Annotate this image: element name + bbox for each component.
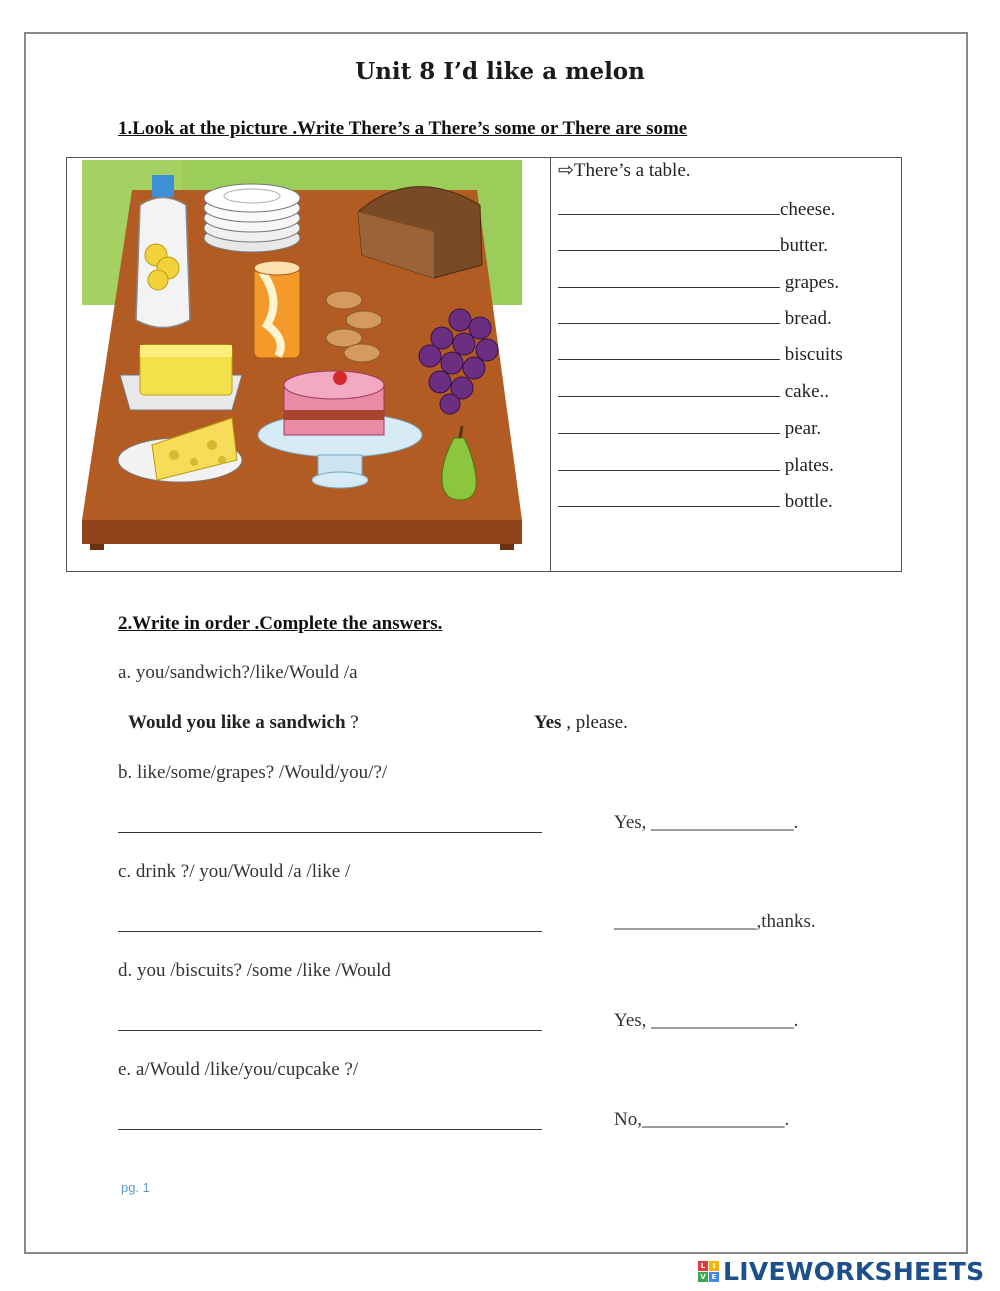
answer-line-b[interactable] <box>118 831 542 833</box>
reply-d[interactable]: Yes, _______________. <box>614 1010 799 1031</box>
arrow-right-icon: ⇨ <box>558 160 574 181</box>
logo-letter: I <box>709 1261 719 1271</box>
answer-blank-plates[interactable] <box>558 452 780 471</box>
answer-line-d[interactable] <box>118 1029 542 1031</box>
model-answer-a <box>128 712 359 734</box>
logo-text: LIVEWORKSHEETS <box>723 1256 985 1286</box>
answer-blank-bread[interactable] <box>558 305 780 324</box>
reply-b[interactable]: Yes, _______________. <box>614 812 799 833</box>
section-2-heading: 2.Write in order .Complete the answers. <box>118 613 443 634</box>
logo-mark-icon <box>698 1261 719 1282</box>
answer-row-butter <box>558 232 828 257</box>
answer-blank-pear[interactable] <box>558 415 780 434</box>
model-reply-a <box>534 712 628 734</box>
answer-blank-grapes[interactable] <box>558 269 780 288</box>
answer-word: cake.. <box>780 381 830 402</box>
plates-icon <box>204 184 300 252</box>
prompt-e: e. a/Would /like/you/cupcake ?/ <box>118 1059 359 1080</box>
answer-row-grapes <box>558 269 839 294</box>
exercise-1-divider <box>550 157 551 572</box>
food-table-picture <box>82 160 522 550</box>
liveworksheets-logo <box>698 1256 984 1286</box>
worksheet-title: Unit 8 I’d like a melon <box>355 58 645 85</box>
answer-blank-bottle[interactable] <box>558 488 780 507</box>
prompt-d: d. you /biscuits? /some /like /Would <box>118 960 391 981</box>
model-reply-rest: , please. <box>561 712 628 733</box>
answer-word: bottle. <box>780 491 833 512</box>
logo-letter: E <box>709 1272 719 1282</box>
answer-word: plates. <box>780 455 834 476</box>
model-question: Would you like a sandwich <box>128 712 346 733</box>
reply-e[interactable]: No,_______________. <box>614 1109 790 1130</box>
answer-blank-cake[interactable] <box>558 378 780 397</box>
answer-row-bottle <box>558 488 833 513</box>
model-reply-yes: Yes <box>534 712 562 733</box>
answer-row-plates <box>558 452 834 477</box>
logo-letter: V <box>698 1272 708 1282</box>
section-1-heading: 1.Look at the picture .Write There’s a There’s some or There are some <box>118 118 688 139</box>
example-text: There’s a table. <box>573 160 691 181</box>
answer-word: pear. <box>780 418 822 439</box>
answer-row-cheese <box>558 196 835 221</box>
prompt-a: a. you/sandwich?/like/Would /a <box>118 662 358 683</box>
prompt-c: c. drink ?/ you/Would /a /like / <box>118 861 351 882</box>
answer-blank-biscuits[interactable] <box>558 341 780 360</box>
model-question-mark: ? <box>345 712 359 733</box>
answer-row-cake <box>558 378 829 403</box>
answer-word: grapes. <box>780 272 840 293</box>
reply-c[interactable]: _______________,thanks. <box>614 911 816 932</box>
cup-icon <box>254 261 300 358</box>
page-number: pg. 1 <box>121 1180 150 1195</box>
answer-line-e[interactable] <box>118 1128 542 1130</box>
answer-blank-cheese[interactable] <box>558 196 780 215</box>
example-sentence <box>558 159 691 182</box>
logo-letter: L <box>698 1261 708 1271</box>
answer-word: bread. <box>780 308 832 329</box>
prompt-b: b. like/some/grapes? /Would/you/?/ <box>118 762 388 783</box>
answer-blank-butter[interactable] <box>558 232 780 251</box>
answer-line-c[interactable] <box>118 930 542 932</box>
answer-row-bread <box>558 305 832 330</box>
answer-word: butter. <box>780 235 829 256</box>
answer-row-biscuits <box>558 341 843 366</box>
answer-word: biscuits <box>780 344 843 365</box>
answer-row-pear <box>558 415 821 440</box>
answer-word: cheese. <box>780 199 836 220</box>
